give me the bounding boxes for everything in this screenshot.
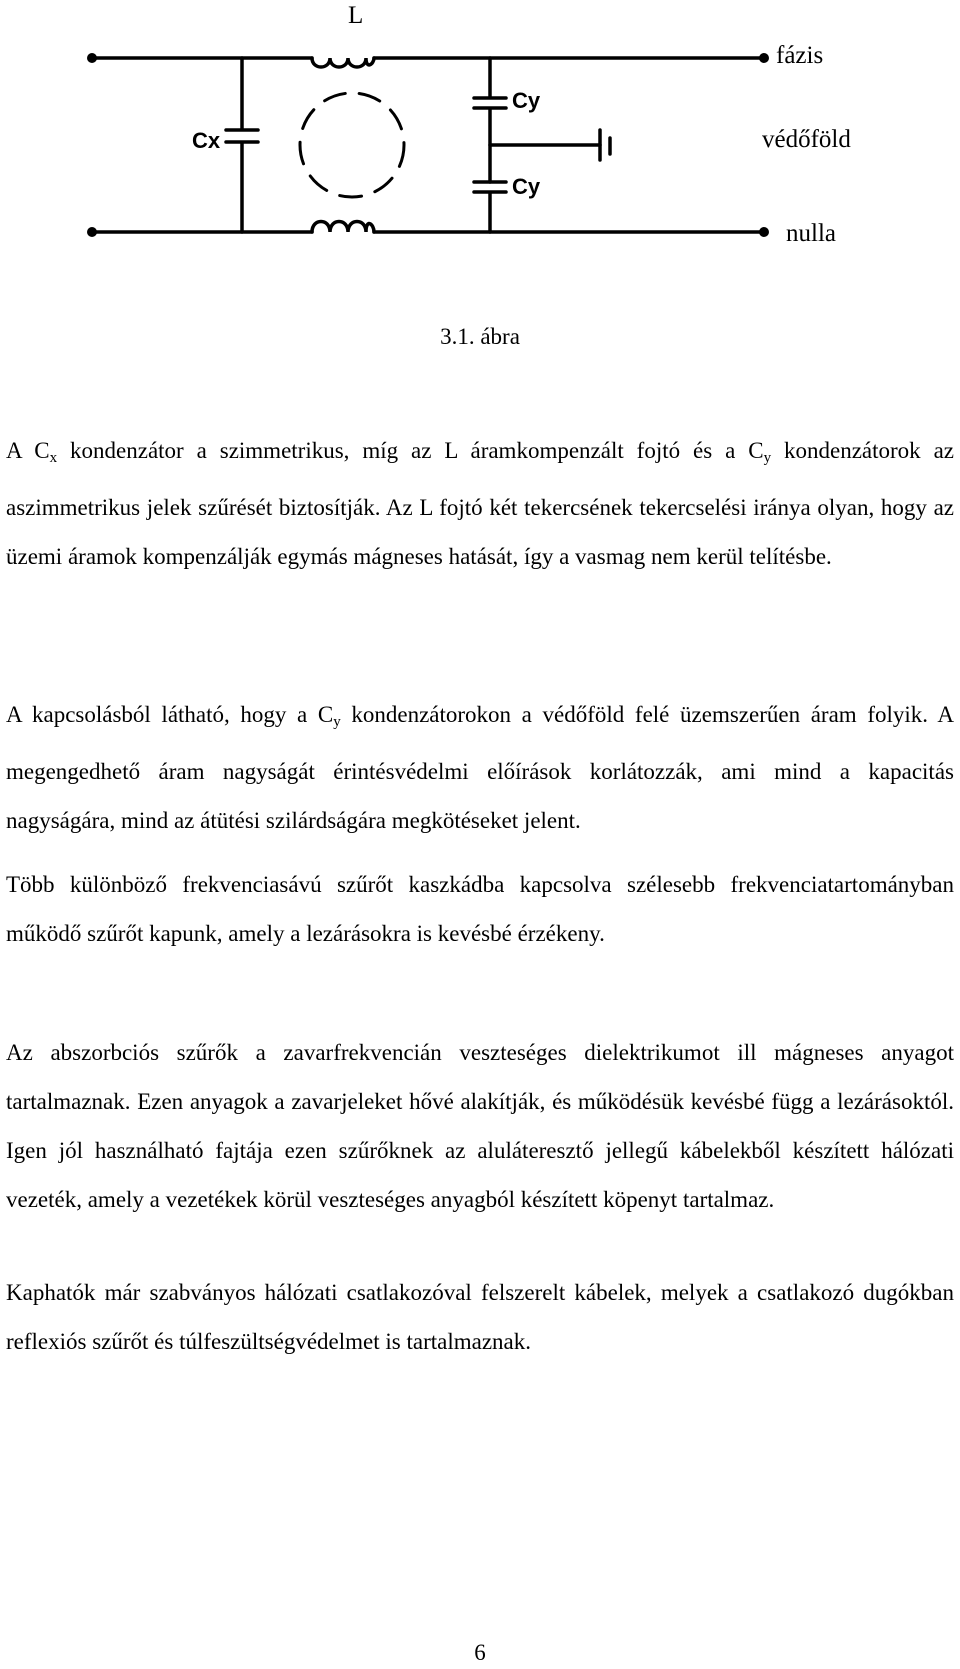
cx-capacitor xyxy=(226,58,258,232)
cy-bottom-capacitor xyxy=(474,182,506,232)
paragraph-3: Több különböző frekvenciasávú szűrőt kaszkádba kapcsolva szélesebb frekvenciatartományban működő szűrőt kapunk, amely a lezárásokra is kevésbé érzékeny. xyxy=(6,872,954,946)
cy-bottom-label: Cy xyxy=(512,174,541,199)
cy-top-capacitor xyxy=(474,58,506,182)
earth-symbol xyxy=(600,130,610,160)
figure-caption: 3.1. ábra xyxy=(440,324,520,349)
cx-label: Cx xyxy=(192,128,221,153)
phase-end-dot xyxy=(759,53,769,63)
phase-label: fázis xyxy=(776,42,824,69)
paragraph-4: Az abszorbciós szűrők a zavarfrekvencián veszteséges dielektrikumot ill mágneses anyagot tartalmaznak. Ezen anyagok a zavarjeleket hővé alakítják, és működésük kevésbé függ a lezárásoktól. Igen jól használható fajtája ezen szűrőknek az aluláteresztő jellegű kábelekből készített hálózati vezeték, amely a vezetékek körül veszteséges anyagból készített köpenyt tartalmaz. xyxy=(6,1040,954,1212)
phase-terminal xyxy=(87,53,97,63)
earth-label: védőföld xyxy=(762,126,851,153)
neutral-terminal xyxy=(87,227,97,237)
cy-top-label: Cy xyxy=(512,88,541,113)
neutral-label: nulla xyxy=(786,220,836,247)
bottom-coil xyxy=(312,222,374,233)
paragraph-2: A kapcsolásból látható, hogy a $C_y$ kondenzátorokon a védőföld felé üzemszerűen áram folyik. A megengedhető áram nagyságát érintésvédelmi előírások korlátozzák, ami mind a kapacitás nagyságára, mind az átütési szilárdságára megkötéseket jelent. xyxy=(6,702,954,833)
inductor-label: L xyxy=(348,2,364,29)
paragraph-5: Kaphatók már szabványos hálózati csatlakozóval felszerelt kábelek, melyek a csatlakozó dugókban reflexiós szűrőt és túlfeszültségvédelmet is tartalmaznak. xyxy=(6,1280,954,1354)
paragraph-1: A $C_x$ kondenzátor a szimmetrikus, míg az L áramkompenzált fojtó és a $C_y$ kondenzátorok az aszimmetrikus jelek szűrését biztosítják. Az L fojtó két tekercsének tekercselési iránya olyan, hogy az üzemi áramok kompenzálják egymás mágneses hatását, így a vasmag nem kerül telítésbe. xyxy=(6,438,955,569)
neutral-end-dot xyxy=(759,227,769,237)
page-number: 6 xyxy=(474,1640,486,1665)
filter-circuit-diagram xyxy=(0,0,960,300)
top-coil xyxy=(312,58,374,67)
core-dashed-circle xyxy=(300,93,404,197)
